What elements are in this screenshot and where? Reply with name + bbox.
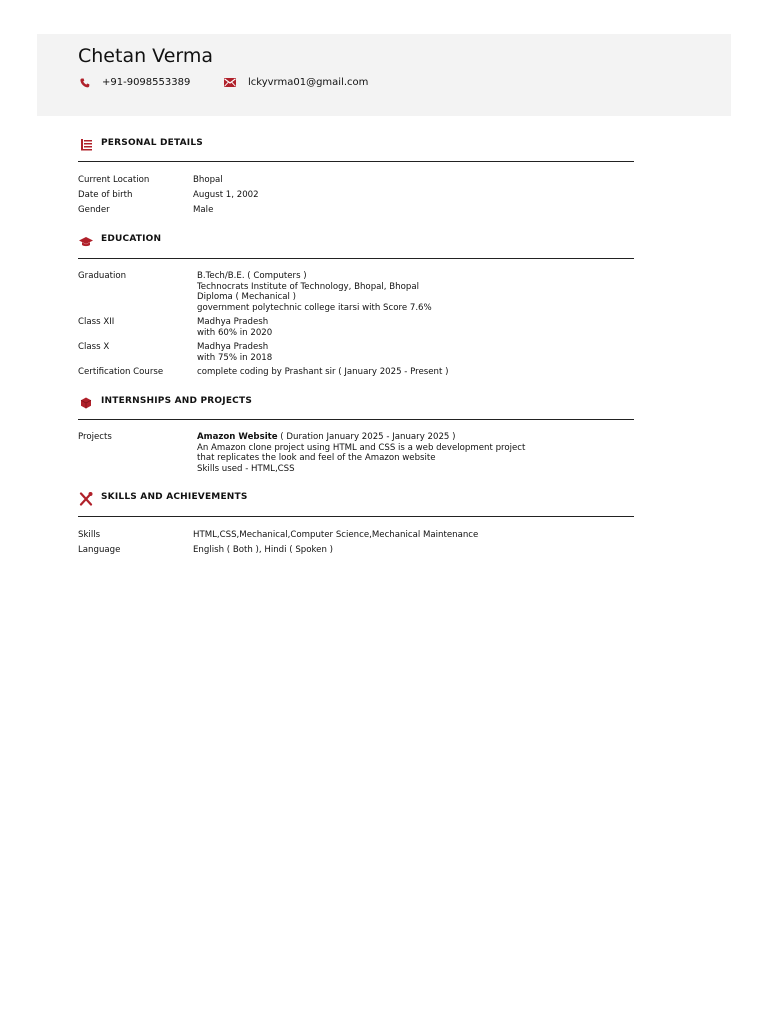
- candidate-name: Chetan Verma: [78, 45, 214, 67]
- education-label: Class X: [78, 342, 110, 352]
- project-description-line: An Amazon clone project using HTML and CSS is a web development project: [197, 442, 526, 453]
- education-section: [78, 232, 634, 377]
- education-label: Class XII: [78, 317, 115, 327]
- language-label: Language: [78, 545, 121, 555]
- detail-label: Gender: [78, 205, 110, 215]
- phone-icon: [80, 78, 90, 88]
- education-value: [197, 271, 432, 313]
- detail-value: Male: [193, 205, 214, 215]
- board-line: Madhya Pradesh: [197, 317, 269, 327]
- section-title: EDUCATION: [101, 234, 162, 244]
- phone-number: +91-9098553389: [102, 77, 191, 88]
- score-line: with 75% in 2018: [197, 352, 273, 363]
- degree-line: B.Tech/B.E. ( Computers ): [197, 271, 307, 281]
- section-title: SKILLS AND ACHIEVEMENTS: [101, 492, 248, 502]
- diploma-line: Diploma ( Mechanical ): [197, 292, 296, 302]
- skills-section: [78, 490, 634, 555]
- section-title: INTERNSHIPS AND PROJECTS: [101, 396, 253, 406]
- personal-details-section: [78, 136, 634, 215]
- section-heading: [78, 490, 634, 510]
- section-heading: [78, 394, 634, 414]
- section-divider: [78, 161, 634, 162]
- cube-icon: [78, 396, 94, 410]
- education-label: Certification Course: [78, 367, 164, 377]
- email-contact[interactable]: [224, 77, 368, 88]
- project-description-line: that replicates the look and feel of the Amazon website: [197, 453, 436, 463]
- detail-label: Current Location: [78, 175, 150, 185]
- education-label: Graduation: [78, 271, 127, 281]
- education-value: [197, 317, 272, 338]
- project-label: Projects: [78, 432, 112, 442]
- education-value: [197, 342, 272, 363]
- project-skills-line: Skills used - HTML,CSS: [197, 463, 295, 474]
- language-value: English ( Both ), Hindi ( Spoken ): [193, 545, 333, 555]
- board-line: Madhya Pradesh: [197, 342, 269, 352]
- projects-section: [78, 394, 634, 474]
- score-line: with 60% in 2020: [197, 327, 273, 338]
- document-list-icon: [78, 138, 94, 152]
- project-heading-line: [197, 432, 525, 443]
- detail-label: Date of birth: [78, 190, 133, 200]
- college-line: government polytechnic college itarsi with Score 7.6%: [197, 302, 432, 313]
- project-duration: ( Duration January 2025 - January 2025 ): [277, 432, 456, 442]
- email-address: lckyvrma01@gmail.com: [248, 77, 369, 88]
- project-details: [197, 432, 525, 474]
- skills-label: Skills: [78, 530, 101, 540]
- skills-value: HTML,CSS,Mechanical,Computer Science,Mechanical Maintenance: [193, 530, 479, 540]
- section-divider: [78, 516, 634, 517]
- education-value: complete coding by Prashant sir ( January 2025 - Present ): [197, 367, 449, 377]
- resume-header: [37, 34, 731, 116]
- institute-line: Technocrats Institute of Technology, Bhopal, Bhopal: [197, 281, 419, 292]
- tools-icon: [78, 492, 94, 506]
- phone-contact[interactable]: [80, 77, 190, 88]
- section-heading: [78, 232, 634, 252]
- section-title: PERSONAL DETAILS: [101, 138, 203, 148]
- mail-icon: [224, 78, 236, 87]
- section-heading: [78, 136, 634, 156]
- section-divider: [78, 258, 634, 259]
- section-divider: [78, 419, 634, 420]
- graduation-cap-icon: [78, 234, 94, 248]
- detail-value: August 1, 2002: [193, 190, 259, 200]
- project-name: Amazon Website: [197, 432, 278, 442]
- detail-value: Bhopal: [193, 175, 223, 185]
